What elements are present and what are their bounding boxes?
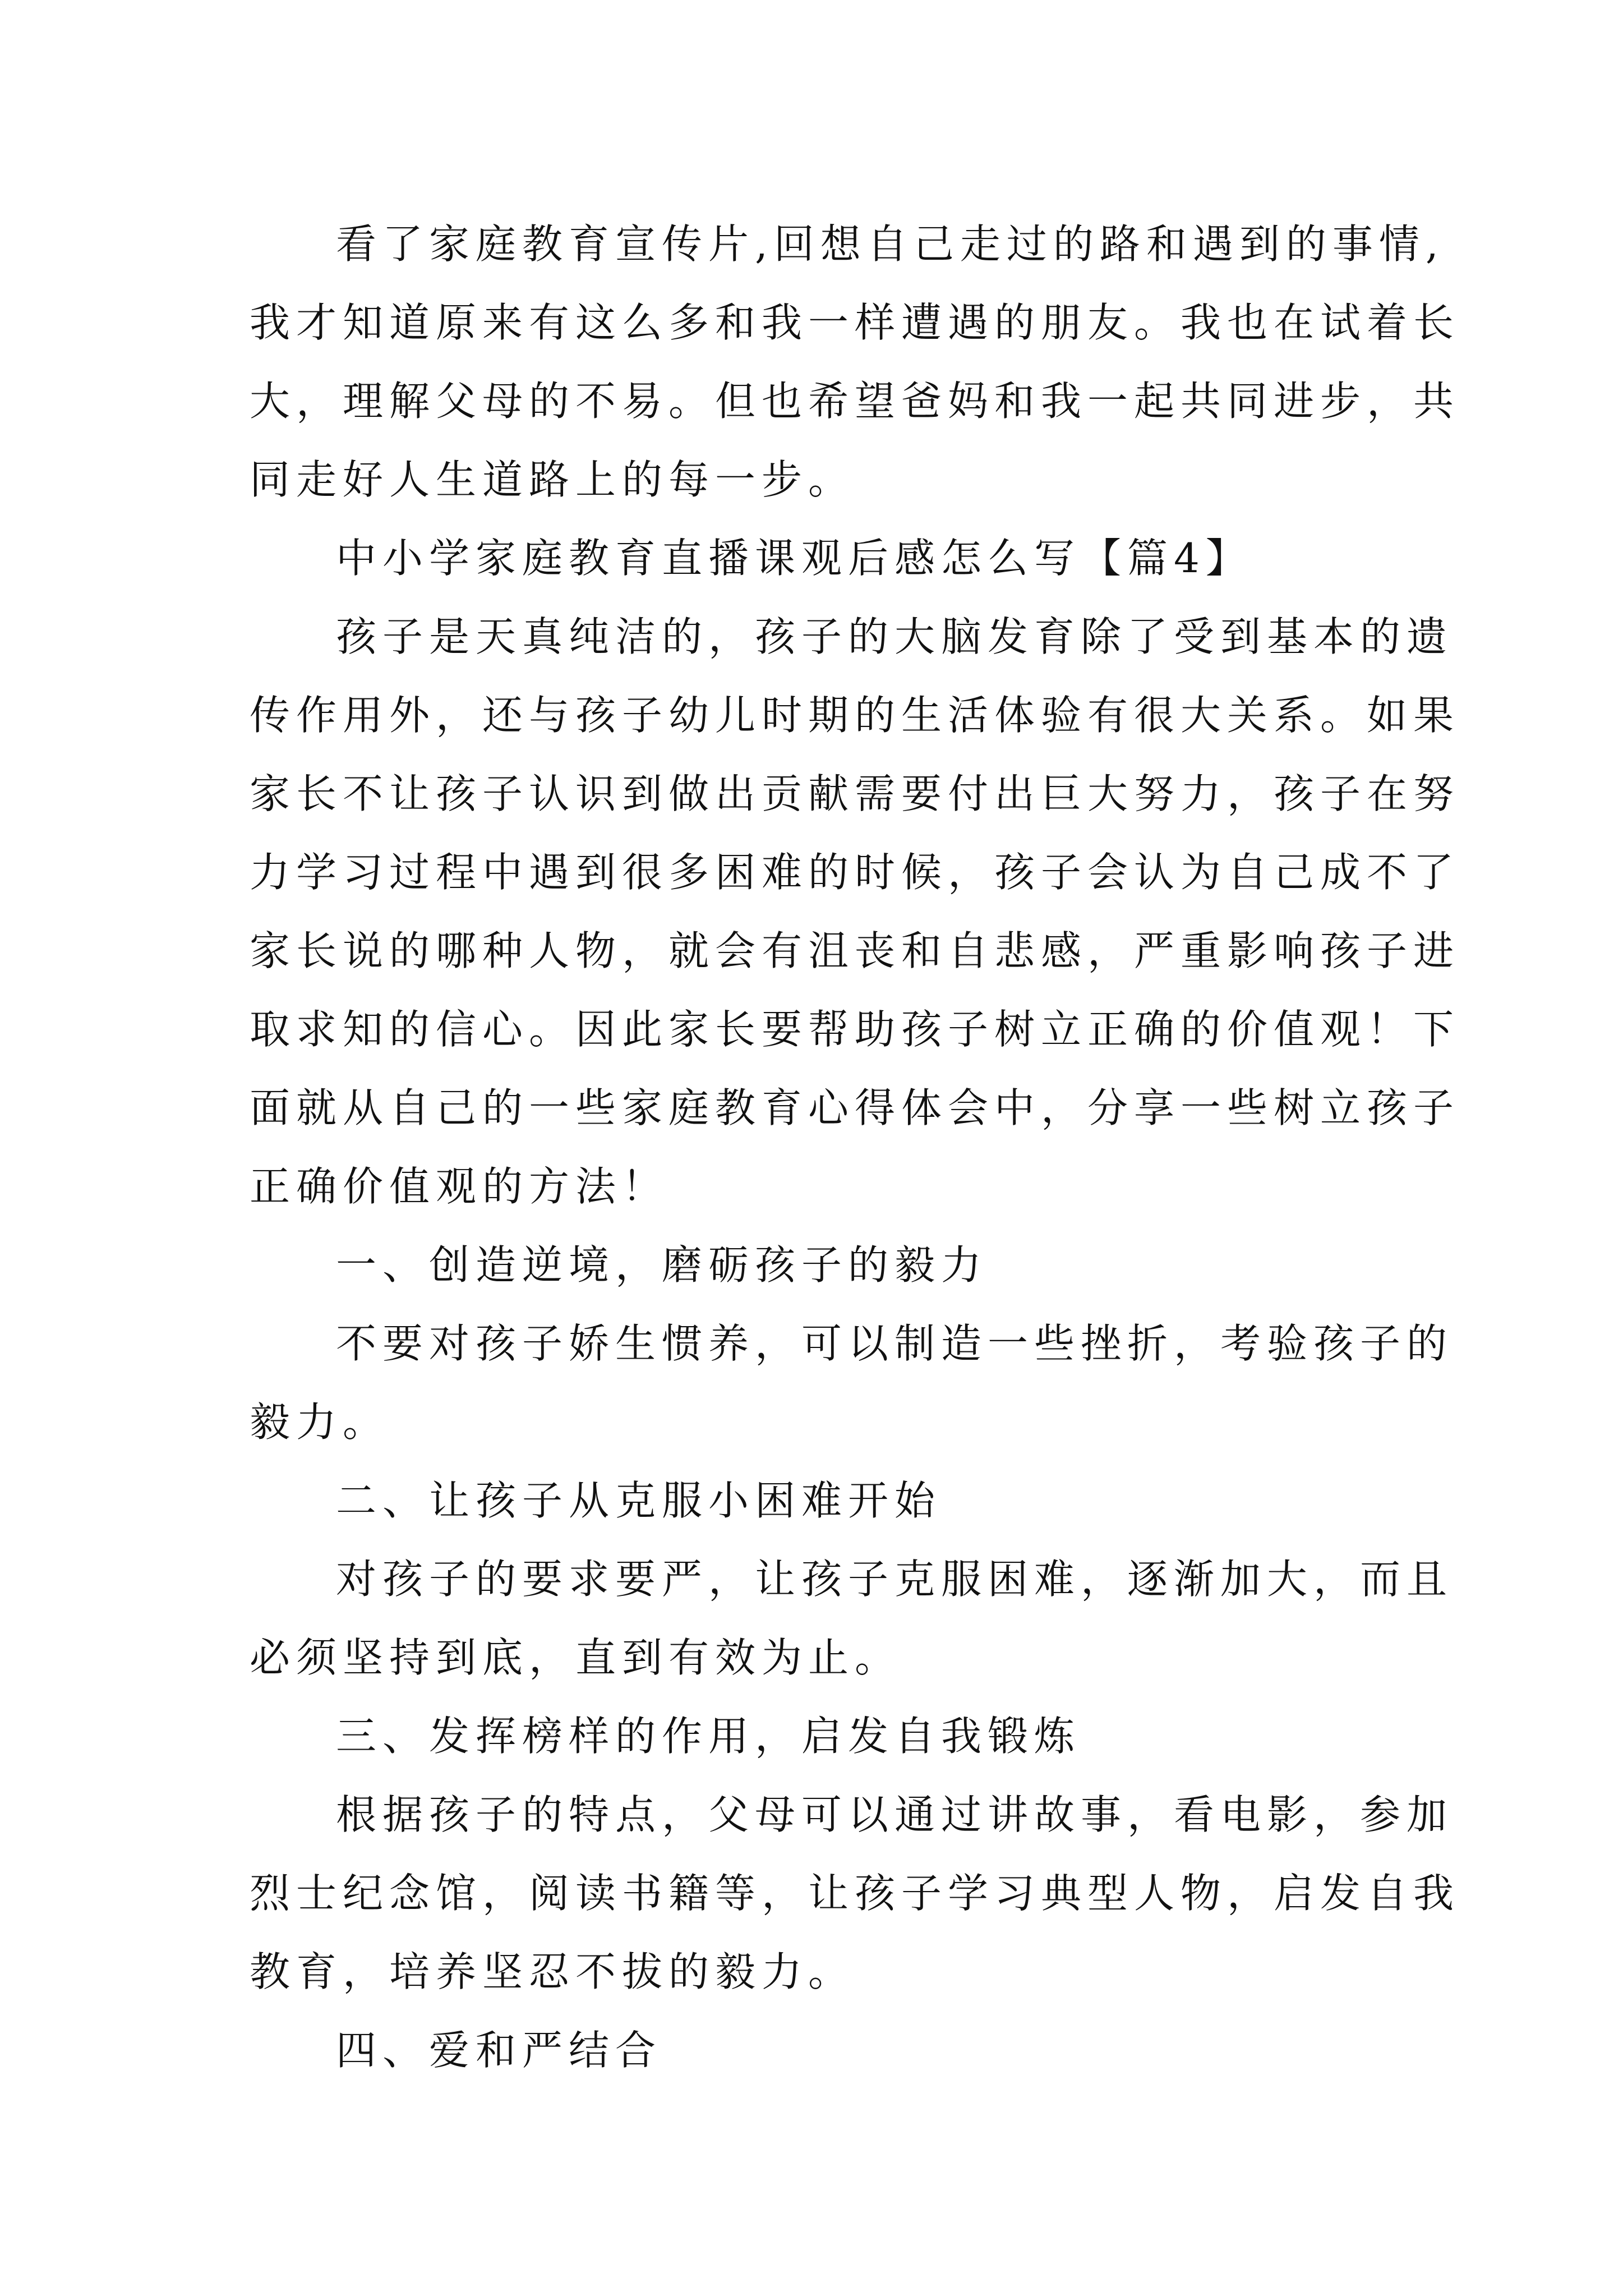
paragraph-line: 孩子是天真纯洁的，孩子的大脑发育除了受到基本的遗 xyxy=(336,613,1454,660)
paragraph-line: 正确价值观的方法！ xyxy=(250,1163,669,1210)
paragraph-line: 面就从自己的一些家庭教育心得体会中，分享一些树立孩子 xyxy=(250,1084,1460,1131)
paragraph-line: 毅力。 xyxy=(250,1398,390,1446)
list-heading: 一、创造逆境，磨砺孩子的毅力 xyxy=(336,1241,988,1289)
paragraph-line: 同走好人生道路上的每一步。 xyxy=(250,456,855,503)
paragraph-line: 烈士纪念馆，阅读书籍等，让孩子学习典型人物，启发自我 xyxy=(250,1870,1460,1917)
list-heading: 三、发挥榜样的作用，启发自我锻炼 xyxy=(336,1713,1081,1760)
paragraph-line: 我才知道原来有这么多和我一样遭遇的朋友。我也在试着长 xyxy=(250,299,1460,346)
paragraph-line: 传作用外，还与孩子幼儿时期的生活体验有很大关系。如果 xyxy=(250,692,1460,739)
paragraph-line: 力学习过程中遇到很多困难的时候，孩子会认为自己成不了 xyxy=(250,849,1460,896)
paragraph-line: 必须坚持到底，直到有效为止。 xyxy=(250,1634,902,1681)
document-body xyxy=(250,205,1460,2090)
paragraph-line: 对孩子的要求要严，让孩子克服困难，逐渐加大，而且 xyxy=(336,1556,1454,1603)
section-heading: 中小学家庭教育直播课观后感怎么写【篇4】 xyxy=(336,535,1252,582)
paragraph-line: 看了家庭教育宣传片,回想自己走过的路和遇到的事情, xyxy=(336,220,1445,268)
paragraph-line: 家长不让孩子认识到做出贡献需要付出巨大努力，孩子在努 xyxy=(250,770,1460,817)
list-heading: 四、爱和严结合 xyxy=(336,2027,662,2074)
paragraph-line: 大，理解父母的不易。但也希望爸妈和我一起共同进步，共 xyxy=(250,378,1460,425)
paragraph-line: 取求知的信心。因此家长要帮助孩子树立正确的价值观！下 xyxy=(250,1006,1460,1053)
paragraph-line: 教育，培养坚忍不拔的毅力。 xyxy=(250,1948,855,1995)
paragraph-line: 根据孩子的特点，父母可以通过讲故事，看电影，参加 xyxy=(336,1791,1454,1838)
paragraph-line: 不要对孩子娇生惯养，可以制造一些挫折，考验孩子的 xyxy=(336,1320,1454,1367)
paragraph-line: 家长说的哪种人物，就会有沮丧和自悲感，严重影响孩子进 xyxy=(250,927,1460,974)
list-heading: 二、让孩子从克服小困难开始 xyxy=(336,1477,942,1524)
